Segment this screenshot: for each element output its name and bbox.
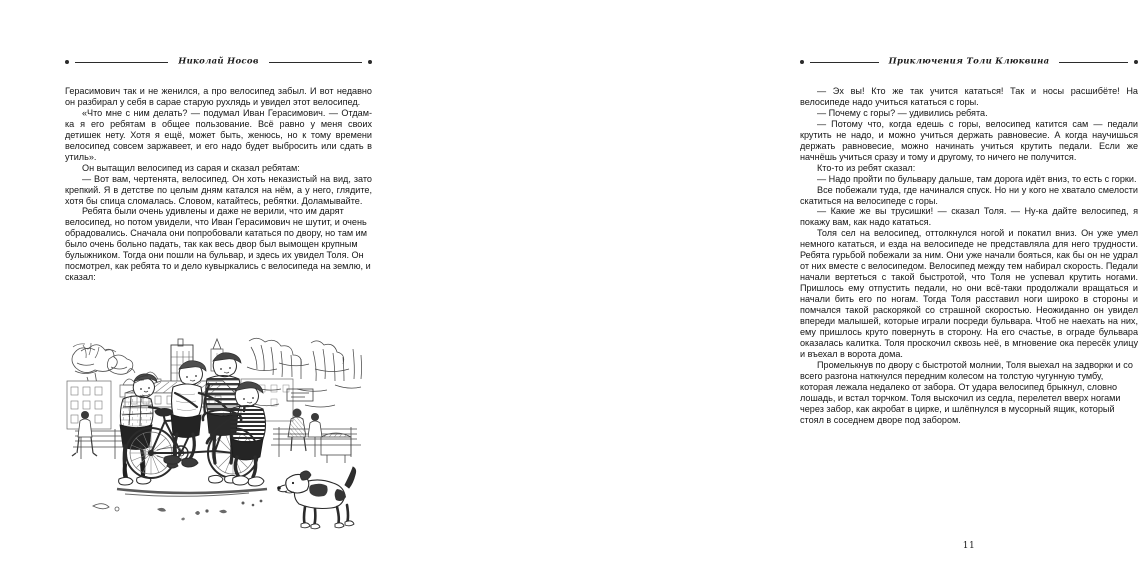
right-page-text-column <box>800 86 1138 426</box>
paragraph: «Что мне с ним делать? — подумал Иван Герасимович. — Отдам-ка я его ребятам в общее пользование. Всё равно у меня своих детишек нету. Хотя я ещё, может быть, женюсь, но к тому времени велосипед совсем заржавеет, и его надо будет выбросить или сдать в утиль». <box>65 107 372 162</box>
rule-end-dot-icon <box>1134 60 1138 64</box>
header-rule <box>1059 62 1128 63</box>
left-page <box>0 0 400 587</box>
paragraph: — Надо пройти по бульвару дальше, там дорога идёт вниз, то есть с горки. <box>817 173 1137 184</box>
rule-end-dot-icon <box>65 60 69 64</box>
page-number: 11 <box>962 541 976 551</box>
header-rule <box>810 62 879 63</box>
illustration-drawing <box>65 333 372 535</box>
paragraph: — Какие же вы трусишки! — сказал Толя. — Ну-ка дайте велосипед, я покажу вам, как надо кататься. <box>800 206 1138 228</box>
paragraph: — Почему с горы? — удивились ребята. <box>817 107 988 118</box>
paragraph: Толя сел на велосипед, оттолкнулся ногой и покатил вниз. Он уже умел немного кататься, и езда на велосипеде не представляла для него трудности. Ребята гурьбой побежали за ним. Они уже начали бояться, как бы он не удрал от них вместе с велосипедом. Велосипед между тем набирал скорость. Педали начали вертеться с такой быстротой, что Толя не успевал крутить ногами. Пришлось ему отпустить педали, но они всё-таки продолжали вращаться и начали бить его по ногам. Тогда Толя расставил ноги широко в стороны и помчался такой раскорякой со страшной скоростью. Неожиданно он увидел впереди малышей, которые играли посреди бульвара. Чтоб не наехать на них, ему пришлось круто повернуть в сторону. На его счастье, в ограде бульвара оказалась калитка. Толя проскочил сквозь неё, в мгновение ока пересёк улицу и въехал в ворота дома. <box>800 228 1138 359</box>
left-running-head <box>65 52 372 72</box>
paragraph: Герасимович так и не женился, а про велосипед забыл. И вот недавно он разбирал у себя в сарае старую рухлядь и увидел этот велосипед. <box>65 86 372 107</box>
paragraph: — Эх вы! Кто же так учится кататься! Так и носы расшибёте! На велосипеде надо учиться кататься с горы. <box>800 86 1138 107</box>
book-title: Приключения Толи Клюквина <box>888 56 1050 67</box>
rule-end-dot-icon <box>368 60 372 64</box>
paragraph: Он вытащил велосипед из сарая и сказал ребятам: <box>82 162 300 173</box>
paragraph: — Вот вам, чертенята, велосипед. Он хоть неказистый на вид, зато крепкий. Я в детстве по целым дням катался на нём, а у него, глядите, хотя бы спица сломалась. Словом, катайтесь, ребятки. Доламывайте. <box>65 173 372 206</box>
paragraph: Кто-то из ребят сказал: <box>817 162 916 173</box>
header-rule <box>75 62 168 63</box>
right-page <box>400 0 1138 587</box>
paragraph: Все побежали туда, где начинался спуск. Но ни у кого не хватало смелости скатиться на велосипеде с горы. <box>800 184 1138 206</box>
paragraph: — Потому что, когда едешь с горы, велосипед катится сам — педали крутить не надо, и можно учиться держать равновесие. А когда научишься держать равновесие, можно начинать учиться крутить педали. Если же начнёшь учиться сразу и тому и другому, то ничего не получится. <box>800 118 1138 162</box>
paragraph: Ребята были очень удивлены и даже не верили, что им дарят велосипед, но потом увидели, что Иван Герасимович не шутит, и очень обрадовались. Сначала они попробовали кататься по двору, но там им было очень больно падать, так как весь двор был вымощен крупным булыжником. Тогда они пошли на бульвар, и здесь их увидел Толя. Он посмотрел, как ребята то и дело кувыркались с велосипеда на землю, и сказал: <box>65 206 371 283</box>
right-running-head <box>800 52 1138 72</box>
rule-end-dot-icon <box>800 60 804 64</box>
paragraph: Промелькнув по двору с быстротой молнии, Толя выехал на задворки и со всего разгона наткнулся передним колесом на толстую чугунную тумбу, которая лежала недалеко от забора. От удара велосипед брыкнул, словно лошадь, и встал торчком. Толя выскочил из седла, перелетел вверх ногами через забор, как акробат в цирке, и шлёпнулся в мусорный ящик, который стоял в соседнем дворе под забором. <box>800 359 1133 425</box>
header-rule <box>269 62 362 63</box>
author-name: Николай Носов <box>178 56 259 67</box>
illustration-boys-with-bicycle <box>65 333 372 535</box>
left-page-text-column <box>65 86 372 283</box>
